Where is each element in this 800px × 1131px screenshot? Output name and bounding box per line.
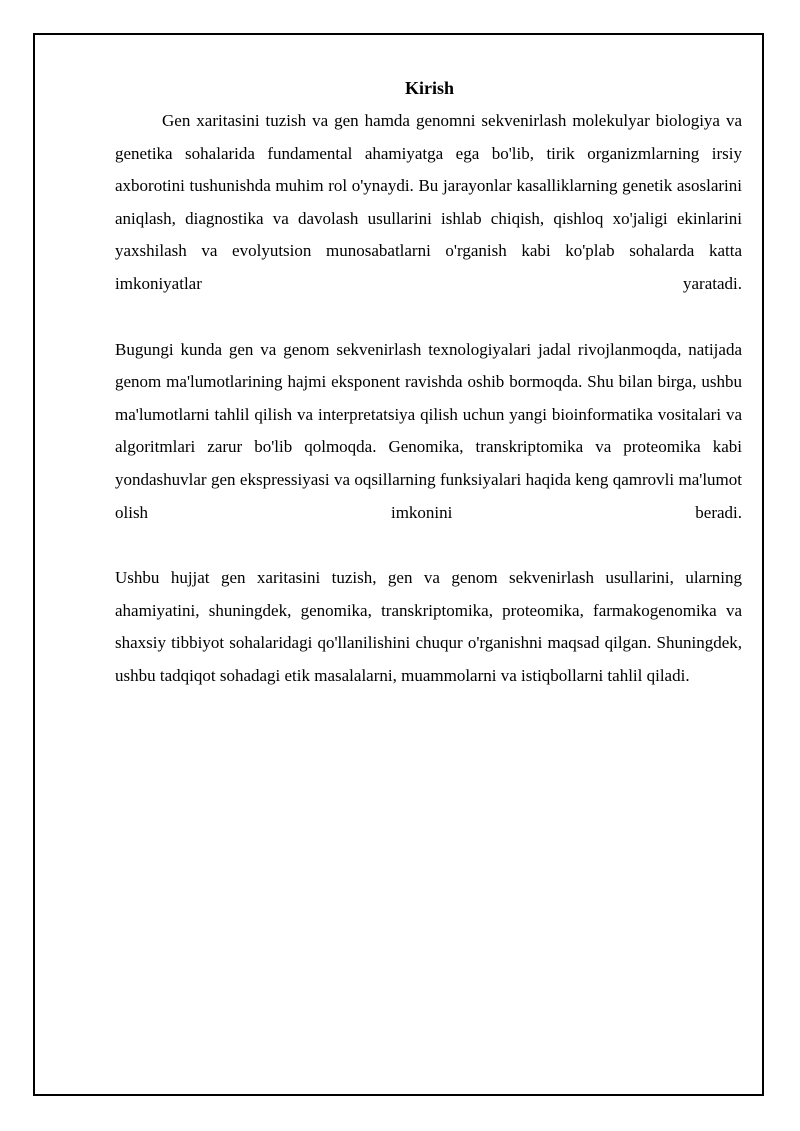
document-body	[115, 76, 742, 693]
section-heading: Kirish	[404, 78, 454, 98]
paragraph-gap	[115, 529, 742, 562]
paragraph-intro: Gen xaritasini tuzish va gen hamda genomni sekvenirlash molekulyar biologiya va genetika sohalarida fundamental ahamiyatga ega bo'lib, tirik organizmlarning irsiy axborotini tushunishda muhim rol o'ynaydi. Bu jarayonlar kasalliklarning genetik asoslarini aniqlash, diagnostika va davolash usullarini ishlab chiqish, qishloq xo'jaligi ekinlarini yaxshilash va evolyutsion munosabatlarni o'rganish kabi ko'plab sohalarda katta imkoniyatlar yaratadi.	[115, 111, 742, 293]
paragraph-gap	[115, 301, 742, 334]
paragraph-purpose: Ushbu hujjat gen xaritasini tuzish, gen va genom sekvenirlash usullarini, ularning ahamiyatini, shuningdek, genomika, transkriptomika, proteomika, farmakogenomika va shaxsiy tibbiyot sohalaridagi qo'llanilishini chuqur o'rganishni maqsad qilgan. Shuningdek, ushbu tadqiqot sohadagi etik masalalarni, muammolarni va istiqbollarni tahlil qiladi.	[115, 568, 742, 685]
paragraph-technologies: Bugungi kunda gen va genom sekvenirlash texnologiyalari jadal rivojlanmoqda, natijada genom ma'lumotlarining hajmi eksponent ravishda oshib bormoqda. Shu bilan birga, ushbu ma'lumotlarni tahlil qilish va interpretatsiya qilish uchun yangi bioinformatika vositalari va algoritmlari zarur bo'lib qolmoqda. Genomika, transkriptomika va proteomika kabi yondashuvlar gen ekspressiyasi va oqsillarning funksiyalari haqida keng qamrovli ma'lumot olish imkonini beradi.	[115, 339, 742, 522]
